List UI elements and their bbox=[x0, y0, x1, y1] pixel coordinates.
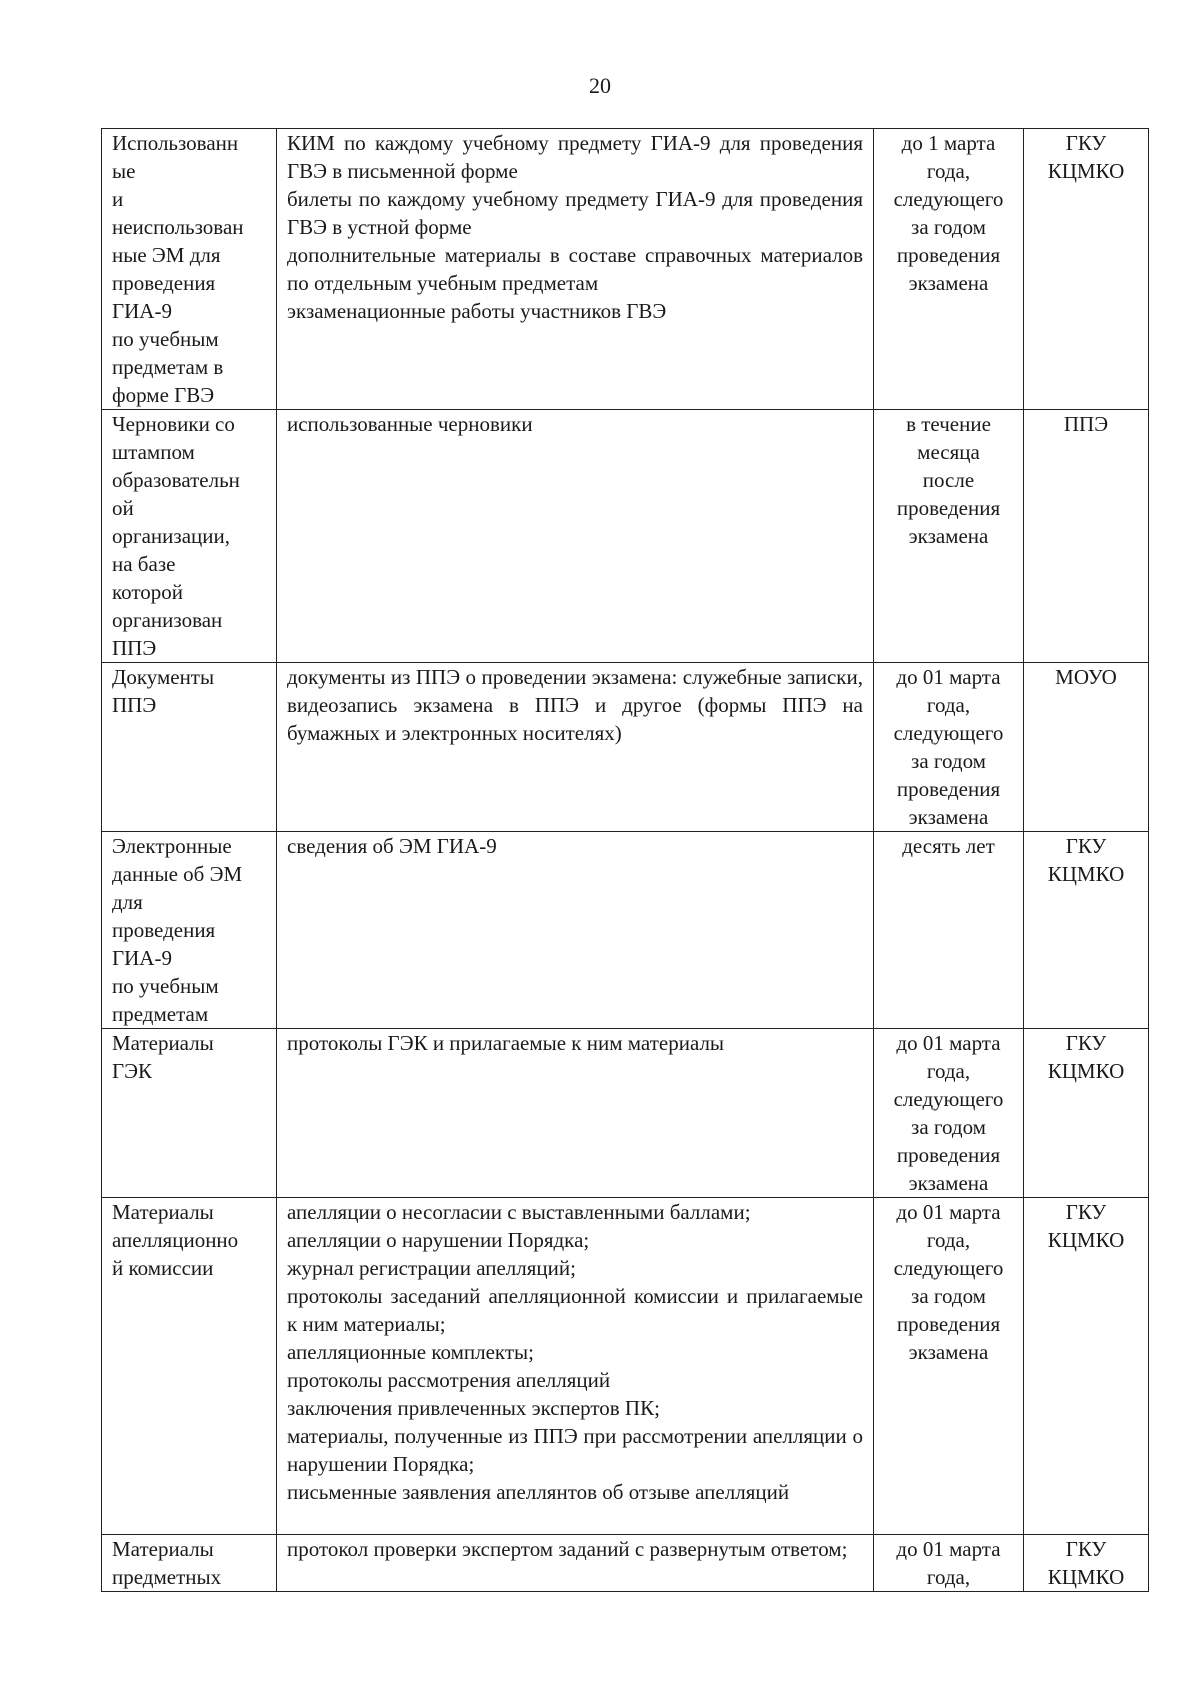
material-item: протоколы рассмотрения апелляций bbox=[287, 1368, 611, 1392]
material-item: журнал регистрации апелляций; bbox=[287, 1256, 576, 1280]
category-text: Документы ППЭ bbox=[112, 665, 215, 717]
table-row bbox=[102, 1029, 1149, 1198]
responsible-cell: ГКУ КЦМКО bbox=[1024, 1535, 1149, 1592]
material-item: материалы, полученные из ППЭ при рассмотрении апелляции о нарушении Порядка; bbox=[287, 1424, 863, 1476]
material-item: апелляции о нарушении Порядка; bbox=[287, 1228, 590, 1252]
material-item: дополнительные материалы в составе справочных материалов по отдельным учебным предметам bbox=[287, 243, 863, 295]
category-cell bbox=[102, 1029, 277, 1198]
material-item: экзаменационные работы участников ГВЭ bbox=[287, 299, 667, 323]
category-cell bbox=[102, 1198, 277, 1535]
storage-term-cell: до 01 марта года, следующего за годом проведения экзамена bbox=[874, 1198, 1024, 1535]
material-item: письменные заявления апеллянтов об отзыве апелляций bbox=[287, 1480, 790, 1504]
storage-term-cell: десять лет bbox=[874, 832, 1024, 1029]
storage-term-cell: до 01 марта года, bbox=[874, 1535, 1024, 1592]
page-number: 20 bbox=[589, 73, 611, 98]
materials-cell bbox=[277, 663, 874, 832]
table-row bbox=[102, 663, 1149, 832]
category-cell bbox=[102, 410, 277, 663]
table-row bbox=[102, 410, 1149, 663]
material-item: протоколы заседаний апелляционной комиссии и прилагаемые к ним материалы; bbox=[287, 1284, 863, 1336]
table-row bbox=[102, 129, 1149, 410]
table-row bbox=[102, 832, 1149, 1029]
material-item: КИМ по каждому учебному предмету ГИА-9 для проведения ГВЭ в письменной форме bbox=[287, 131, 863, 183]
category-text: Материалы предметных bbox=[112, 1537, 222, 1589]
table-row bbox=[102, 1198, 1149, 1535]
responsible-cell: ГКУ КЦМКО bbox=[1024, 129, 1149, 410]
storage-term-cell: в течение месяца после проведения экзамена bbox=[874, 410, 1024, 663]
responsible-cell: ГКУ КЦМКО bbox=[1024, 1029, 1149, 1198]
materials-cell bbox=[277, 1029, 874, 1198]
category-text: Материалы апелляционно й комиссии bbox=[112, 1200, 239, 1280]
records-table bbox=[101, 128, 1149, 1592]
material-item: апелляции о несогласии с выставленными баллами; bbox=[287, 1200, 751, 1224]
material-item: документы из ППЭ о проведении экзамена: служебные записки, видеозапись экзамена в ППЭ и другое (формы ППЭ на бумажных и электронных носителях) bbox=[287, 665, 863, 745]
category-cell bbox=[102, 832, 277, 1029]
material-item: билеты по каждому учебному предмету ГИА-9 для проведения ГВЭ в устной форме bbox=[287, 187, 863, 239]
category-cell bbox=[102, 663, 277, 832]
category-cell bbox=[102, 129, 277, 410]
materials-cell bbox=[277, 1535, 874, 1592]
responsible-cell: ГКУ КЦМКО bbox=[1024, 1198, 1149, 1535]
table-row bbox=[102, 1535, 1149, 1592]
material-item: протоколы ГЭК и прилагаемые к ним материалы bbox=[287, 1031, 725, 1055]
materials-cell bbox=[277, 129, 874, 410]
material-item: заключения привлеченных экспертов ПК; bbox=[287, 1396, 660, 1420]
material-item: сведения об ЭМ ГИА-9 bbox=[287, 834, 497, 858]
responsible-cell: ППЭ bbox=[1024, 410, 1149, 663]
category-text: Черновики со штампом образовательн ой организации, на базе которой организован ППЭ bbox=[112, 412, 240, 660]
category-text: Использованн ые и неиспользован ные ЭМ для проведения ГИА-9 по учебным предметам в форме ГВЭ bbox=[112, 131, 244, 407]
category-text: Электронные данные об ЭМ для проведения ГИА-9 по учебным предметам bbox=[112, 834, 243, 1026]
materials-cell bbox=[277, 1198, 874, 1535]
category-cell bbox=[102, 1535, 277, 1592]
category-text: Материалы ГЭК bbox=[112, 1031, 214, 1083]
responsible-cell: ГКУ КЦМКО bbox=[1024, 832, 1149, 1029]
material-item: апелляционные комплекты; bbox=[287, 1340, 534, 1364]
materials-cell bbox=[277, 832, 874, 1029]
material-item: использованные черновики bbox=[287, 412, 533, 436]
responsible-cell: МОУО bbox=[1024, 663, 1149, 832]
materials-cell bbox=[277, 410, 874, 663]
material-item: протокол проверки экспертом заданий с развернутым ответом; bbox=[287, 1537, 848, 1561]
storage-term-cell: до 1 марта года, следующего за годом проведения экзамена bbox=[874, 129, 1024, 410]
storage-term-cell: до 01 марта года, следующего за годом проведения экзамена bbox=[874, 663, 1024, 832]
storage-term-cell: до 01 марта года, следующего за годом проведения экзамена bbox=[874, 1029, 1024, 1198]
